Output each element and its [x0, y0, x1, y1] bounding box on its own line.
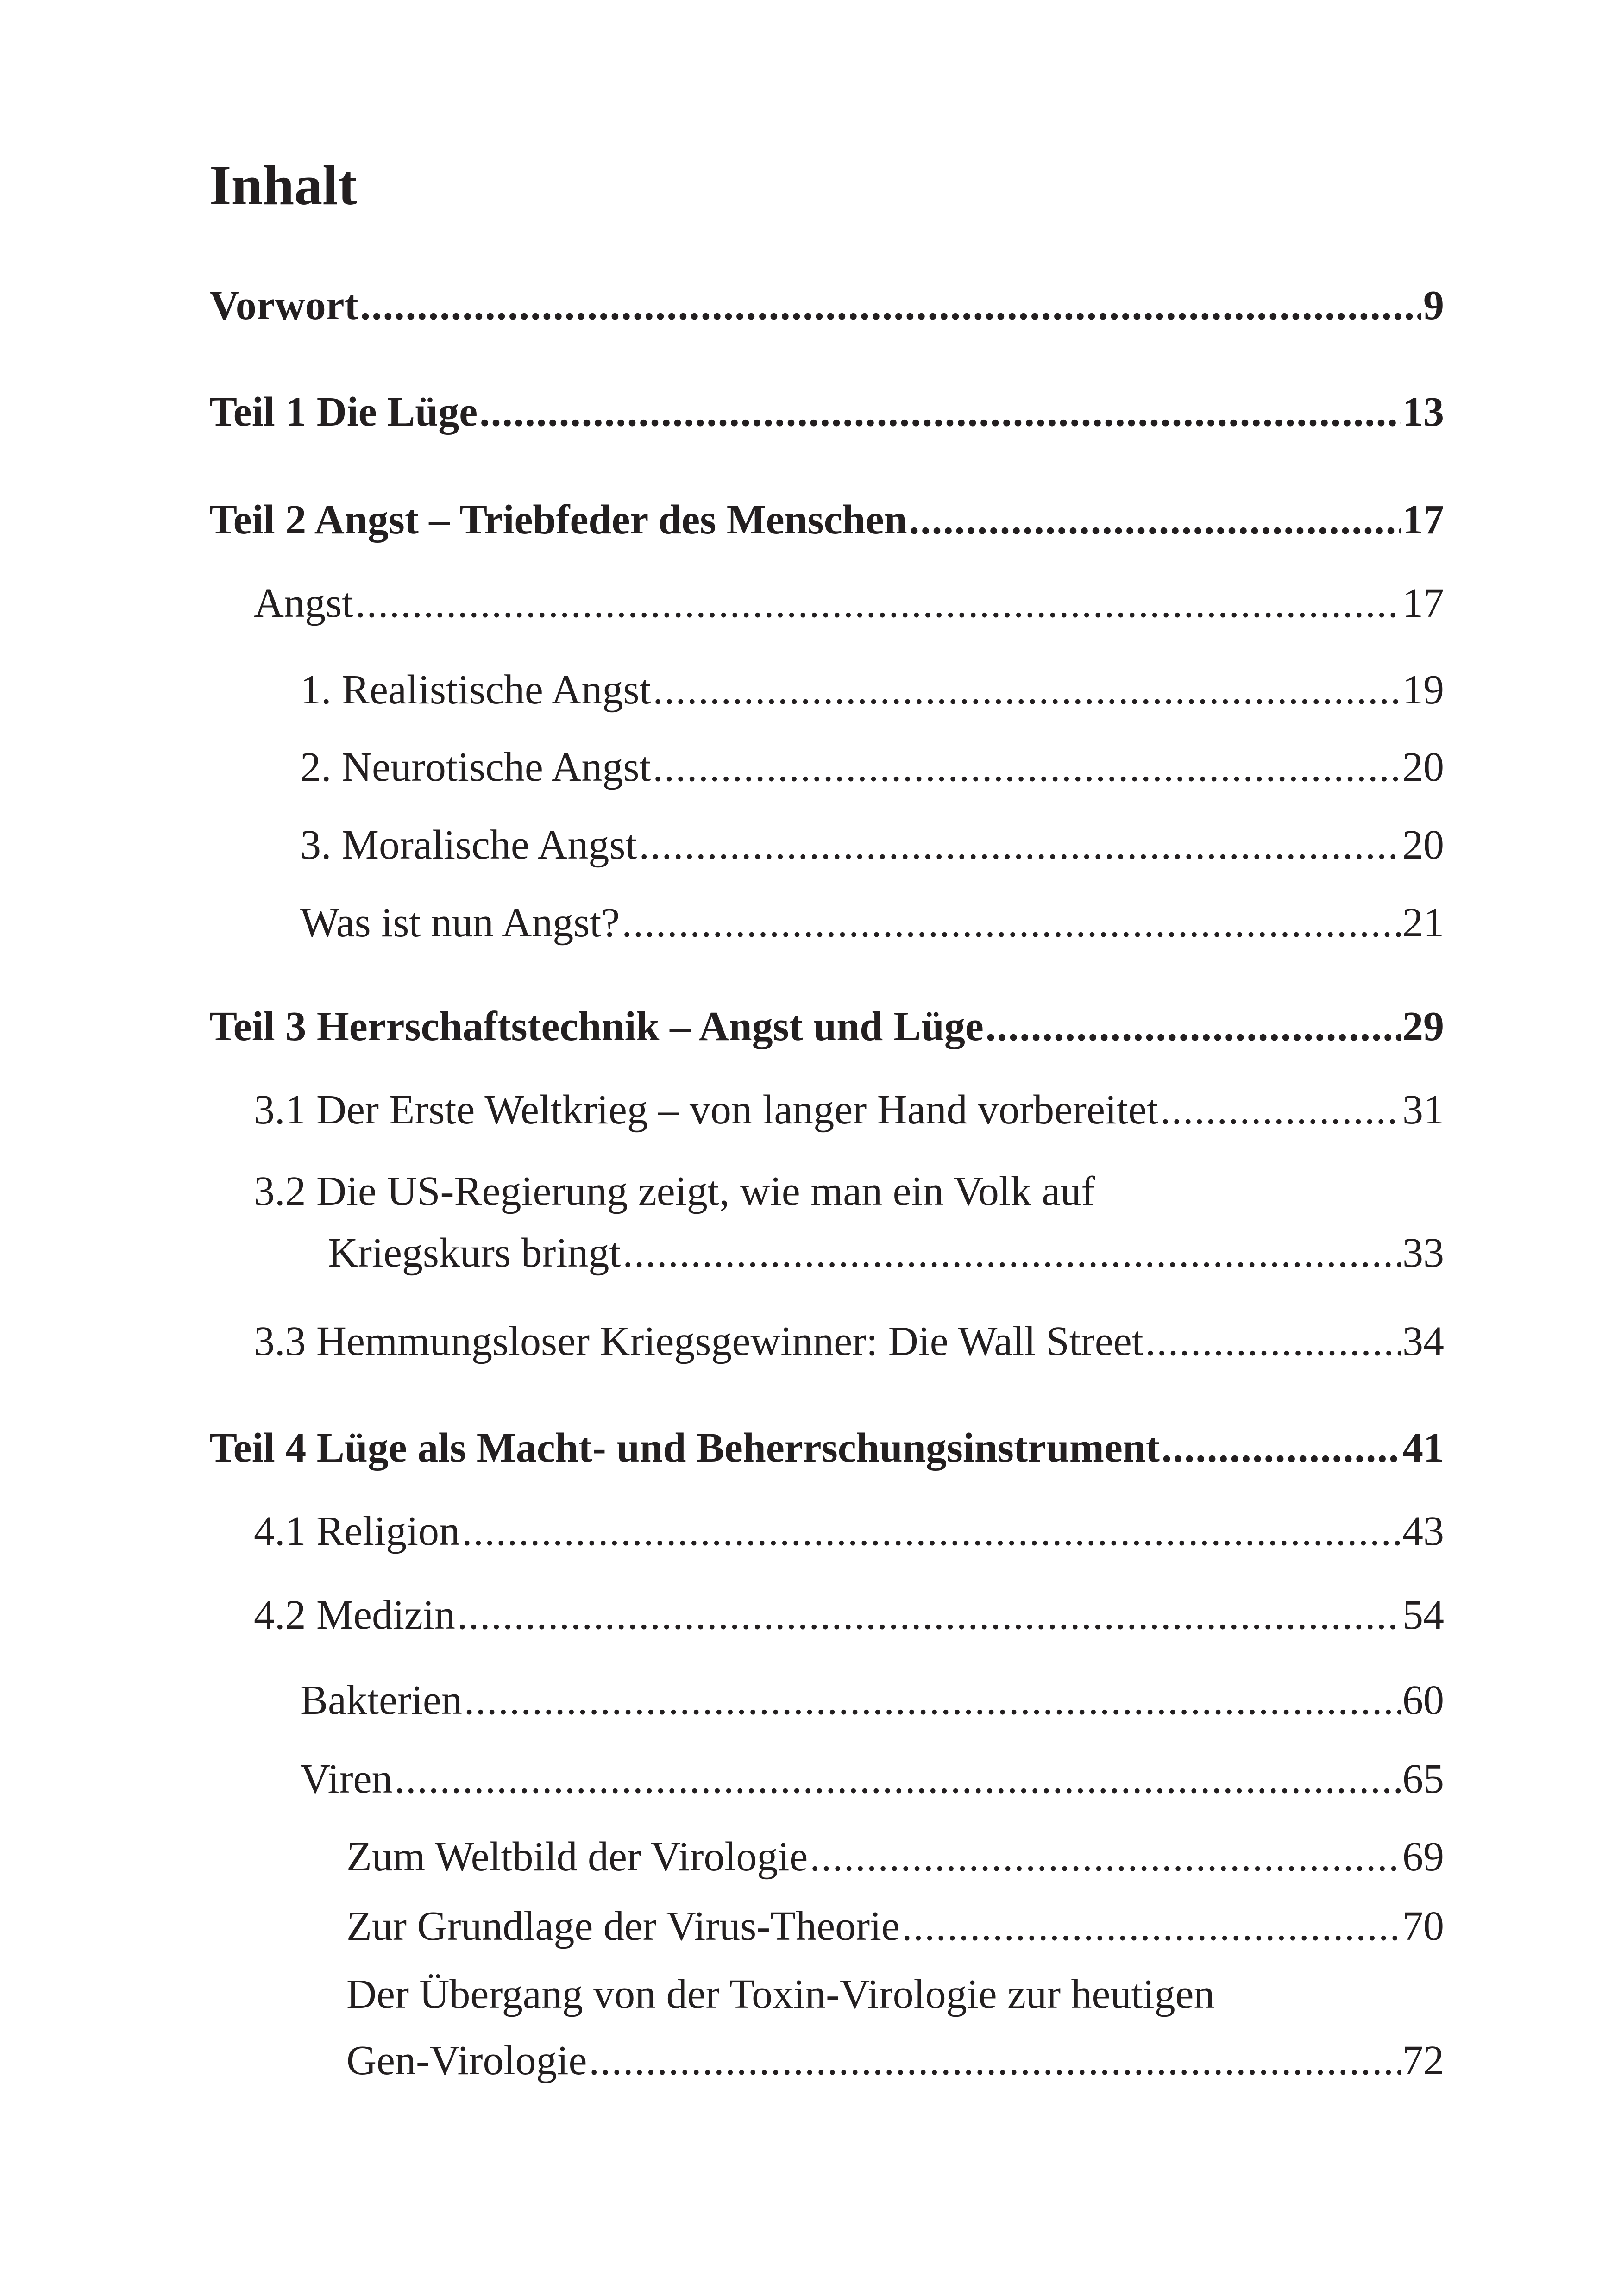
- dot-leader: [457, 1594, 1401, 1636]
- toc-entry-title-continued: Kriegskurs bringt: [328, 1230, 621, 1276]
- dot-leader: [462, 1511, 1401, 1552]
- toc-entry-realistische-angst: [300, 669, 1444, 711]
- dot-leader: [360, 285, 1421, 326]
- toc-entry-page: 70: [1402, 1903, 1444, 1949]
- dot-leader: [355, 583, 1401, 624]
- toc-entry-title: 3. Moralische Angst: [300, 822, 637, 868]
- toc-entry-page: 69: [1402, 1834, 1444, 1880]
- dot-leader: [653, 747, 1401, 788]
- toc-entry-title: 3.2 Die US-Regierung zeigt, wie man ein Volk auf: [254, 1168, 1095, 1214]
- toc-entry-page: 9: [1423, 282, 1444, 328]
- toc-entry-page: 20: [1402, 822, 1444, 868]
- dot-leader: [909, 499, 1401, 541]
- dot-leader: [902, 1906, 1401, 1947]
- toc-entry-title: Zur Grundlage der Virus-Theorie: [346, 1903, 900, 1949]
- toc-entry-moralische-angst: [300, 824, 1444, 866]
- dot-leader: [986, 1006, 1401, 1048]
- dot-leader: [639, 824, 1401, 866]
- toc-entry-title: Der Übergang von der Toxin-Virologie zur heutigen: [346, 1971, 1215, 2017]
- toc-entry-page: 43: [1402, 1508, 1444, 1554]
- toc-entry-title: Teil 3 Herrschaftstechnik – Angst und Lüge: [209, 1004, 984, 1049]
- dot-leader: [479, 391, 1401, 433]
- toc-entry-title: Viren: [300, 1756, 393, 1802]
- toc-entry-was-ist-nun-angst: [300, 902, 1444, 944]
- dot-leader: [395, 1758, 1401, 1800]
- toc-entry-vorwort: [209, 282, 1444, 328]
- toc-entry-page: 21: [1402, 900, 1444, 946]
- toc-entry-page: 41: [1402, 1425, 1444, 1471]
- page-title: Inhalt: [209, 154, 357, 217]
- toc-entry-title: Vorwort: [209, 282, 358, 328]
- toc-entry-title: Teil 1 Die Lüge: [209, 389, 478, 435]
- toc-entry-title: 4.2 Medizin: [254, 1592, 455, 1638]
- toc-entry-uebergang-gen-virologie: [346, 1971, 1444, 2083]
- toc-entry-3-1: [254, 1089, 1444, 1131]
- toc-entry-teil-4: [209, 1427, 1444, 1469]
- toc-entry-title: Teil 4 Lüge als Macht- und Beherrschungsinstrument: [209, 1425, 1160, 1471]
- toc-entry-page: 13: [1402, 389, 1444, 435]
- toc-entry-page: 54: [1402, 1592, 1444, 1638]
- dot-leader: [622, 1232, 1401, 1274]
- toc-entry-title-continued: Gen-Virologie: [346, 2038, 587, 2083]
- toc-entry-page: 33: [1402, 1230, 1444, 1276]
- toc-entry-teil-3: [209, 1006, 1444, 1048]
- toc-entry-title: 3.1 Der Erste Weltkrieg – von langer Hand vorbereitet: [254, 1087, 1158, 1133]
- toc-entry-title: Angst: [254, 580, 354, 626]
- dot-leader: [589, 2040, 1401, 2082]
- toc-entry-angst: [254, 580, 1444, 626]
- toc-entry-page: 65: [1402, 1756, 1444, 1802]
- dot-leader: [464, 1680, 1401, 1721]
- toc-entry-page: 60: [1402, 1677, 1444, 1723]
- toc-entry-title: 2. Neurotische Angst: [300, 744, 651, 790]
- toc-entry-teil-1: [209, 391, 1444, 433]
- toc-entry-title: 3.3 Hemmungsloser Kriegsgewinner: Die Wall Street: [254, 1318, 1143, 1364]
- toc-entry-title: Teil 2 Angst – Triebfeder des Menschen: [209, 497, 907, 543]
- dot-leader: [622, 902, 1401, 944]
- toc-entry-title: 4.1 Religion: [254, 1508, 460, 1554]
- toc-entry-viren: [300, 1758, 1444, 1800]
- dot-leader: [1145, 1321, 1401, 1362]
- dot-leader: [653, 669, 1401, 711]
- toc-entry-title: 1. Realistische Angst: [300, 667, 651, 713]
- dot-leader: [810, 1836, 1401, 1878]
- toc-entry-page: 31: [1402, 1087, 1444, 1133]
- toc-entry-page: 17: [1402, 580, 1444, 626]
- toc-entry-page: 29: [1402, 1004, 1444, 1049]
- toc-entry-page: 20: [1402, 744, 1444, 790]
- dot-leader: [1162, 1427, 1401, 1469]
- toc-entry-page: 17: [1402, 497, 1444, 543]
- toc-entry-grundlage-virus-theorie: [346, 1903, 1444, 1949]
- toc-entry-4-2: [254, 1594, 1444, 1636]
- toc-entry-title: Was ist nun Angst?: [300, 900, 620, 946]
- toc-entry-neurotische-angst: [300, 744, 1444, 790]
- toc-entry-page: 72: [1402, 2038, 1444, 2083]
- toc-entry-bakterien: [300, 1677, 1444, 1723]
- toc-entry-page: 19: [1402, 667, 1444, 713]
- toc-entry-title: Bakterien: [300, 1677, 462, 1723]
- toc-entry-weltbild-virologie: [346, 1836, 1444, 1878]
- toc-entry-page: 34: [1402, 1318, 1444, 1364]
- toc-entry-title: Zum Weltbild der Virologie: [346, 1834, 808, 1880]
- toc-entry-4-1: [254, 1508, 1444, 1554]
- toc-entry-3-3: [254, 1318, 1444, 1364]
- toc-entry-teil-2: [209, 499, 1444, 541]
- toc-entry-3-2: [254, 1168, 1444, 1276]
- dot-leader: [1160, 1089, 1401, 1131]
